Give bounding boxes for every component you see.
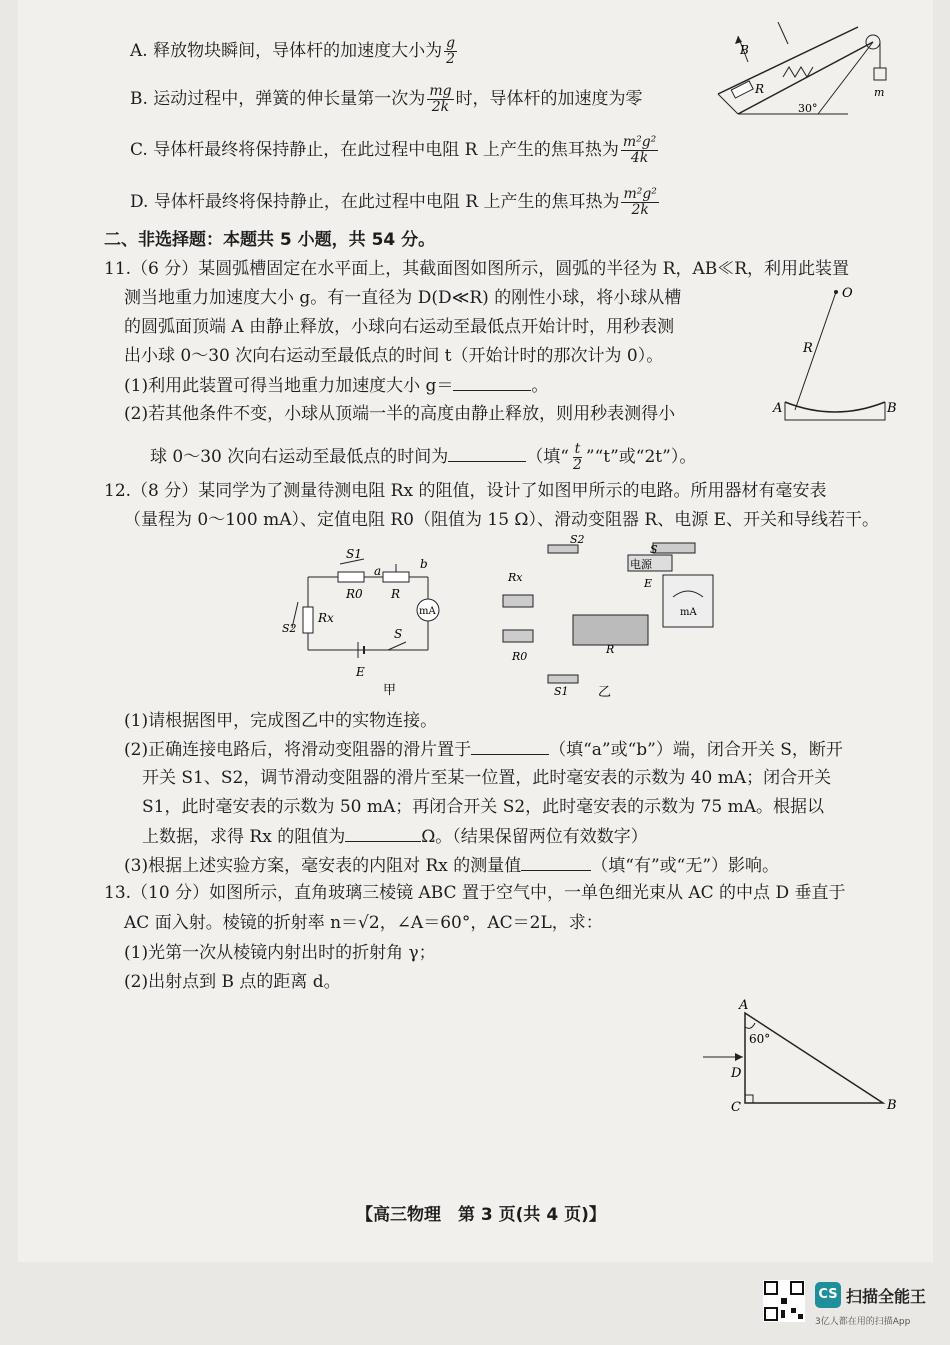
q13-part1: (1)光第一次从棱镜内射出时的折射角 γ； — [124, 943, 436, 963]
label-rx: Rx — [318, 611, 334, 625]
qr-code-icon — [763, 1280, 805, 1322]
label-c: C — [731, 1100, 741, 1115]
label-ma: mA — [680, 607, 697, 618]
camscanner-logo: CS — [815, 1282, 841, 1308]
q10-option-c: C. 导体杆最终将保持静止，在此过程中电阻 R 上产生的焦耳热为 $\frac{\text{m²g²}}{4k}$ — [130, 134, 657, 166]
label-angle: 30° — [798, 102, 818, 115]
q12-line1: 12.（8 分）某同学为了测量待测电阻 Rx 的阻值，设计了如图甲所示的电路。所用器材有毫安表 — [104, 481, 827, 501]
q12-part2-line3: S1，此时毫安表的示数为 50 mA；再闭合开关 S2，此时毫安表的示数为 75 mA。根据以 — [142, 797, 824, 817]
q10-option-d: D. 导体杆最终将保持静止，在此过程中电阻 R 上产生的焦耳热为 $\frac{\text{m²g²}}{2k}$ — [130, 186, 657, 218]
label-s1: S1 — [554, 685, 569, 698]
label-a: A — [773, 401, 783, 416]
q13-line1: 13.（10 分）如图所示，直角玻璃三棱镜 ABC 置于空气中，一单色细光束从 AC 的中点 D 垂直于 — [104, 883, 846, 903]
label-s: S — [394, 627, 403, 641]
incline-rail-figure — [698, 22, 898, 122]
prism-figure — [683, 995, 913, 1120]
label-r: R — [606, 643, 615, 656]
q11-part2-cont: 球 0～30 次向右运动至最低点的时间为 （填“ $\frac{t}{2}$ ”“t”或“2t”）。 — [150, 441, 697, 473]
circuit-diagram-a — [278, 542, 478, 697]
label-r0: R0 — [512, 650, 528, 663]
q13-part2: (2)出射点到 B 点的距离 d。 — [124, 972, 341, 992]
label-e: E — [356, 665, 365, 679]
camscanner-tagline: 3亿人都在用的扫描App — [815, 1317, 911, 1327]
q10-option-b: B. 运动过程中，弹簧的伸长量第一次为 $\frac{mg}{2k}$ 时，导体杆的加速度为零 — [130, 83, 643, 115]
label-o: O — [842, 286, 853, 301]
caption-b: 乙 — [598, 685, 612, 700]
page-footer: 【高三物理 第 3 页(共 4 页)】 — [356, 1205, 606, 1225]
exam-page — [18, 0, 933, 1262]
q12-part3: (3)根据上述实验方案，毫安表的内阻对 Rx 的测量值 （填“有”或“无”）影响。 — [124, 856, 780, 876]
q11-part1: (1)利用此装置可得当地重力加速度大小 g＝ 。 — [124, 376, 549, 396]
label-r: R — [755, 82, 765, 96]
label-m: m — [874, 86, 885, 99]
answer-blank[interactable] — [345, 825, 421, 842]
label-s: S — [650, 543, 658, 556]
label-s2: S2 — [282, 622, 297, 635]
label-a: A — [739, 998, 749, 1013]
label-r: R — [391, 587, 401, 601]
q11-line4: 出小球 0～30 次向右运动至最低点的时间 t（开始计时的那次计为 0）。 — [124, 346, 664, 366]
label-r0: R0 — [346, 587, 363, 601]
label-rx: Rx — [508, 571, 523, 584]
label-d: D — [731, 1066, 742, 1081]
q12-line2: （量程为 0～100 mA）、定值电阻 R0（阻值为 15 Ω）、滑动变阻器 R、电源 E、开关和导线若干。 — [124, 510, 880, 530]
answer-blank[interactable] — [521, 854, 591, 871]
label-b: b — [420, 557, 428, 571]
q11-line3: 的圆弧面顶端 A 由静止释放，小球向右运动至最低点开始计时，用秒表测 — [124, 317, 675, 337]
label-r: R — [803, 341, 813, 356]
label-power: 电源 — [630, 558, 652, 571]
caption-a: 甲 — [383, 683, 397, 697]
q13-line2: AC 面入射。棱镜的折射率 n＝√2，∠A＝60°，AC＝2L，求： — [124, 913, 603, 933]
camscanner-name: 扫描全能王 — [846, 1287, 927, 1306]
label-b: B — [887, 1098, 897, 1113]
q12-part2-line4: 上数据，求得 Rx 的阻值为 Ω。（结果保留两位有效数字） — [142, 827, 648, 847]
q10-option-a: A. 释放物块瞬间，导体杆的加速度大小为 $\frac{g}{2}$ — [130, 35, 456, 67]
label-ma: mA — [419, 606, 436, 617]
label-e: E — [644, 577, 653, 590]
q12-part2-line2: 开关 S1、S2，调节滑动变阻器的滑片至某一位置，此时毫安表的示数为 40 mA；闭合开关 — [142, 768, 832, 788]
q11-line1: 11.（6 分）某圆弧槽固定在水平面上，其截面图如图所示，圆弧的半径为 R，AB≪R，利用此装置 — [104, 259, 850, 279]
section-title: 二、非选择题：本题共 5 小题，共 54 分。 — [104, 230, 436, 250]
label-s2: S2 — [570, 535, 585, 546]
answer-blank[interactable] — [471, 738, 549, 755]
answer-blank[interactable] — [448, 445, 526, 462]
q11-line2: 测当地重力加速度大小 g。有一直径为 D(D≪R) 的刚性小球，将小球从槽 — [124, 288, 682, 308]
q12-part2-line1: (2)正确连接电路后，将滑动变阻器的滑片置于 （填“a”或“b”）端，闭合开关 S，断开 — [124, 740, 843, 760]
label-b: B — [740, 43, 749, 57]
label-angle: 60° — [749, 1032, 771, 1046]
label-b: B — [887, 401, 897, 416]
q12-part1: (1)请根据图甲，完成图乙中的实物连接。 — [124, 711, 438, 731]
label-s1: S1 — [346, 547, 362, 561]
q11-part2: (2)若其他条件不变，小球从顶端一半的高度由静止释放，则用秒表测得小 — [124, 404, 676, 424]
label-a: a — [374, 564, 382, 578]
answer-blank[interactable] — [453, 374, 531, 391]
circuit-photo-b — [478, 535, 728, 700]
arc-groove-figure — [763, 282, 903, 432]
